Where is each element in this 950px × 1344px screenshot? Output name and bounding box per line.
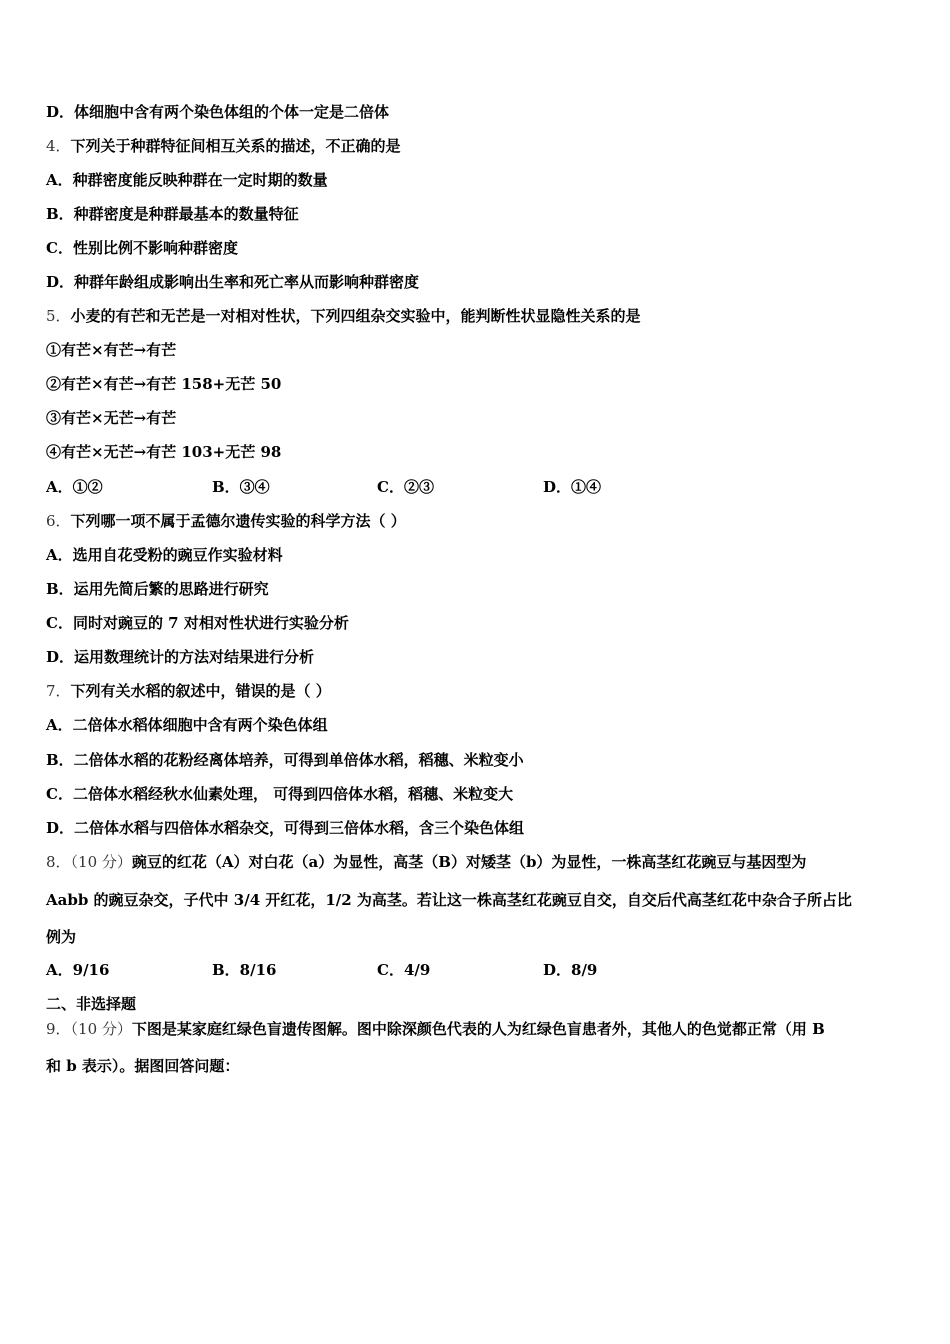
q5-item-3: ③有芒×无芒→有芒 <box>46 409 177 427</box>
q3-option-d: D．体细胞中含有两个染色体组的个体一定是二倍体 <box>46 103 390 121</box>
q6-number: 6． <box>46 512 71 530</box>
q8-number: 8．（10 分） <box>46 853 132 871</box>
q7-option-b: B．二倍体水稻的花粉经离体培养，可得到单倍体水稻，稻穗、米粒变小 <box>46 751 524 769</box>
q8-stem-line-3: 例为 <box>46 928 77 946</box>
q5-item-2: ②有芒×有芒→有芒 158+无芒 50 <box>46 375 282 393</box>
q5-option-b: B．③④ <box>212 478 270 496</box>
q6-option-b: B．运用先简后繁的思路进行研究 <box>46 580 269 598</box>
q7-number: 7． <box>46 682 71 700</box>
q4-option-d: D．种群年龄组成影响出生率和死亡率从而影响种群密度 <box>46 273 420 291</box>
q9-stem-text-1: 下图是某家庭红绿色盲遗传图解。图中除深颜色代表的人为红绿色盲患者外，其他人的色觉都正常（用 B <box>131 1020 825 1038</box>
q9-number: 9．（10 分） <box>46 1020 132 1038</box>
q4-option-b: B．种群密度是种群最基本的数量特征 <box>46 205 299 223</box>
q5-item-4: ④有芒×无芒→有芒 103+无芒 98 <box>46 443 282 461</box>
q5-item-1: ①有芒×有芒→有芒 <box>46 341 177 359</box>
q5-number: 5． <box>46 307 71 325</box>
q6-option-a: A．选用自花受粉的豌豆作实验材料 <box>46 546 283 564</box>
q8-stem-text-1: 豌豆的红花（A）对白花（a）为显性，高茎（B）对矮茎（b）为显性，一株高茎红花豌豆与基因型为 <box>131 853 807 871</box>
q8-option-c: C．4/9 <box>377 961 431 979</box>
q6-option-c: C．同时对豌豆的 7 对相对性状进行实验分析 <box>46 614 349 632</box>
q6-stem <box>46 511 910 531</box>
q5-stem <box>46 306 910 326</box>
q4-stem <box>46 136 910 156</box>
q5-option-c: C．②③ <box>377 478 434 496</box>
q7-stem-text: 下列有关水稻的叙述中，错误的是（ ） <box>70 682 331 700</box>
q8-stem-line-1 <box>46 852 910 872</box>
q8-option-d: D．8/9 <box>543 961 598 979</box>
q4-number: 4． <box>46 137 71 155</box>
q4-option-c: C．性别比例不影响种群密度 <box>46 239 238 257</box>
q4-option-a: A．种群密度能反映种群在一定时期的数量 <box>46 171 328 189</box>
q5-option-a: A．①② <box>46 478 103 496</box>
section-2-heading: 二、非选择题 <box>46 995 137 1013</box>
q7-option-a: A．二倍体水稻体细胞中含有两个染色体组 <box>46 716 328 734</box>
q5-option-d: D．①④ <box>543 478 602 496</box>
q8-option-b: B．8/16 <box>212 961 277 979</box>
q6-option-d: D．运用数理统计的方法对结果进行分析 <box>46 648 315 666</box>
q7-option-c: C．二倍体水稻经秋水仙素处理， 可得到四倍体水稻，稻穗、米粒变大 <box>46 785 514 803</box>
q8-option-a: A．9/16 <box>46 961 110 979</box>
q5-stem-text: 小麦的有芒和无芒是一对相对性状，下列四组杂交实验中，能判断性状显隐性关系的是 <box>70 307 641 325</box>
q7-option-d: D．二倍体水稻与四倍体水稻杂交，可得到三倍体水稻，含三个染色体组 <box>46 819 525 837</box>
q9-stem-line-2: 和 b 表示）。据图回答问题： <box>46 1057 240 1075</box>
q4-stem-text: 下列关于种群特征间相互关系的描述，不正确的是 <box>70 137 401 155</box>
q9-stem-line-1 <box>46 1019 910 1039</box>
q8-stem-line-2: Aabb 的豌豆杂交，子代中 3/4 开红花，1/2 为高茎。若让这一株高茎红花豌豆自交，自交后代高茎红花中杂合子所占比 <box>46 891 852 909</box>
q6-stem-text: 下列哪一项不属于孟德尔遗传实验的科学方法（ ） <box>70 512 406 530</box>
q7-stem <box>46 681 910 701</box>
